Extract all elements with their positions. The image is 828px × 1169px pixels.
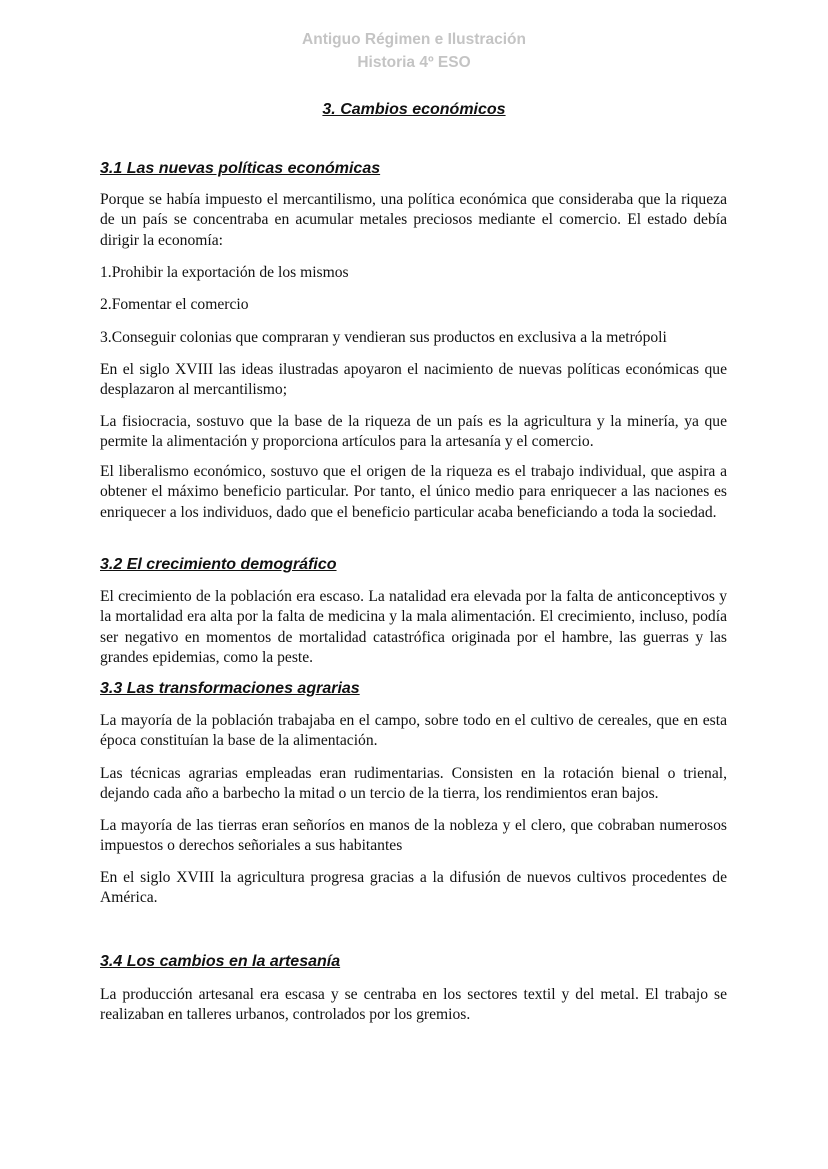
paragraph: Las técnicas agrarias empleadas eran rudimentarias. Consisten en la rotación bienal o trienal, dejando cada año a barbecho la mitad o un tercio de la tierra, los rendimientos eran bajos. <box>100 765 727 803</box>
section-heading-3-2: 3.2 El crecimiento demográfico <box>100 556 337 573</box>
section-heading-3-4: 3.4 Los cambios en la artesanía <box>100 953 341 970</box>
list-item: 3.Conseguir colonias que compraran y vendieran sus productos en exclusiva a la metrópoli <box>100 329 667 346</box>
header-line-1: Antiguo Régimen e Ilustración <box>302 31 526 48</box>
section-heading-3-3: 3.3 Las transformaciones agrarias <box>100 680 360 697</box>
list-item: 2.Fomentar el comercio <box>100 296 249 313</box>
paragraph: La fisiocracia, sostuvo que la base de la riqueza de un país es la agricultura y la minería, ya que permite la alimentación y proporciona artículos para la artesanía y el comercio. <box>100 413 727 451</box>
paragraph: La producción artesanal era escasa y se centraba en los sectores textil y del metal. El trabajo se realizaban en talleres urbanos, controlados por los gremios. <box>100 986 727 1024</box>
paragraph: El crecimiento de la población era escaso. La natalidad era elevada por la falta de anticonceptivos y la mortalidad era alta por la falta de medicina y la mala alimentación. El crecimiento, incluso, podía ser negativo en momentos de mortalidad catastrófica originada por el hambre, las guerras y las grandes epidemias, como la peste. <box>100 588 727 667</box>
paragraph: El liberalismo económico, sostuvo que el origen de la riqueza es el trabajo individual, que aspira a obtener el máximo beneficio particular. Por tanto, el único medio para enriquecer a las naciones es enriquecer a los individuos, dado que el beneficio particular acaba beneficiando a toda la sociedad. <box>100 463 727 521</box>
list-item: 1.Prohibir la exportación de los mismos <box>100 264 349 281</box>
paragraph: En el siglo XVIII la agricultura progresa gracias a la difusión de nuevos cultivos procedentes de América. <box>100 869 727 907</box>
header-line-2: Historia 4º ESO <box>357 54 471 71</box>
page-title: 3. Cambios económicos <box>322 101 506 118</box>
paragraph: La mayoría de la población trabajaba en el campo, sobre todo en el cultivo de cereales, que en esta época constituían la base de la alimentación. <box>100 712 727 750</box>
paragraph: Porque se había impuesto el mercantilismo, una política económica que consideraba que la riqueza de un país se concentraba en acumular metales preciosos mediante el comercio. El estado debía dirigir la economía: <box>100 191 727 249</box>
paragraph: La mayoría de las tierras eran señoríos en manos de la nobleza y el clero, que cobraban numerosos impuestos o derechos señoriales a sus habitantes <box>100 817 727 855</box>
section-heading-3-1: 3.1 Las nuevas políticas económicas <box>100 160 381 177</box>
paragraph: En el siglo XVIII las ideas ilustradas apoyaron el nacimiento de nuevas políticas económicas que desplazaron al mercantilismo; <box>100 361 727 399</box>
